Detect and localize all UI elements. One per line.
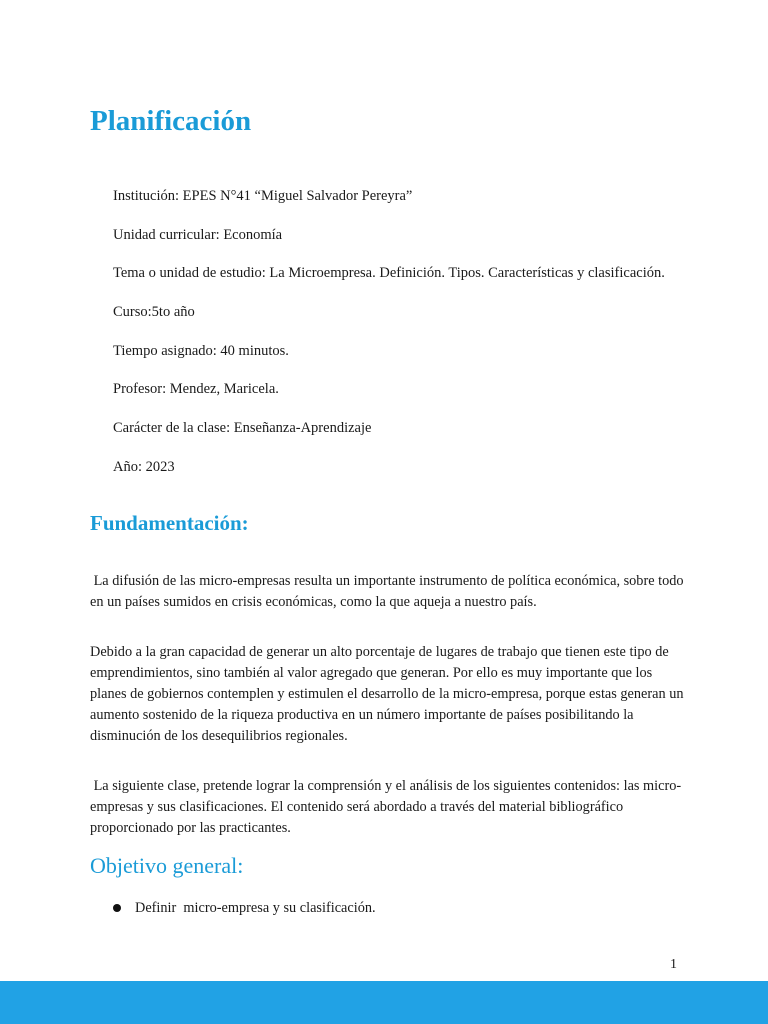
fundamentacion-paragraph-3: La siguiente clase, pretende lograr la comprensión y el análisis de los siguientes contenidos: las micro-empresas y sus clasificaciones. El contenido será abordado a través del material bibliográfico proporcionado por las practicantes. bbox=[90, 778, 682, 836]
info-anio: Año: 2023 bbox=[113, 458, 175, 475]
course-info-list bbox=[113, 187, 665, 497]
info-caracter: Carácter de la clase: Enseñanza-Aprendizaje bbox=[113, 420, 372, 437]
fundamentacion-heading: Fundamentación: bbox=[90, 511, 249, 535]
document-title: Planificación bbox=[90, 105, 252, 137]
info-curso: Curso:5to año bbox=[113, 304, 195, 321]
info-institucion: Institución: EPES N°41 “Miguel Salvador Pereyra” bbox=[113, 188, 413, 204]
objetivo-item-text: Definir micro-empresa y su clasificación. bbox=[135, 900, 376, 916]
bullet-icon bbox=[113, 904, 121, 912]
info-tiempo: Tiempo asignado: 40 minutos. bbox=[113, 342, 289, 359]
fundamentacion-paragraph-2: Debido a la gran capacidad de generar un alto porcentaje de lugares de trabajo que tienen este tipo de emprendimientos, sino también al valor agregado que generan. Por ello es muy importante que los planes de gobiernos contemplen y estimulen el desarrollo de la micro-empresa, porque estas generan un aumento sostenido de la riqueza productiva en un número importante de países posibilitando la disminución de los desequilibrios regionales. bbox=[90, 644, 688, 744]
page-number: 1 bbox=[670, 957, 677, 972]
objetivo-list-item bbox=[113, 899, 376, 917]
footer-bar bbox=[0, 981, 768, 1024]
info-tema: Tema o unidad de estudio: La Microempresa. Definición. Tipos. Características y clasificación. bbox=[113, 265, 665, 282]
info-profesor: Profesor: Mendez, Maricela. bbox=[113, 381, 279, 398]
info-unidad-curricular: Unidad curricular: Economía bbox=[113, 226, 283, 243]
objetivo-general-heading: Objetivo general: bbox=[90, 853, 244, 878]
fundamentacion-paragraph-1: La difusión de las micro-empresas resulta un importante instrumento de política económica, sobre todo en un países sumidos en crisis económicas, como la que aqueja a nuestro país. bbox=[90, 573, 688, 610]
